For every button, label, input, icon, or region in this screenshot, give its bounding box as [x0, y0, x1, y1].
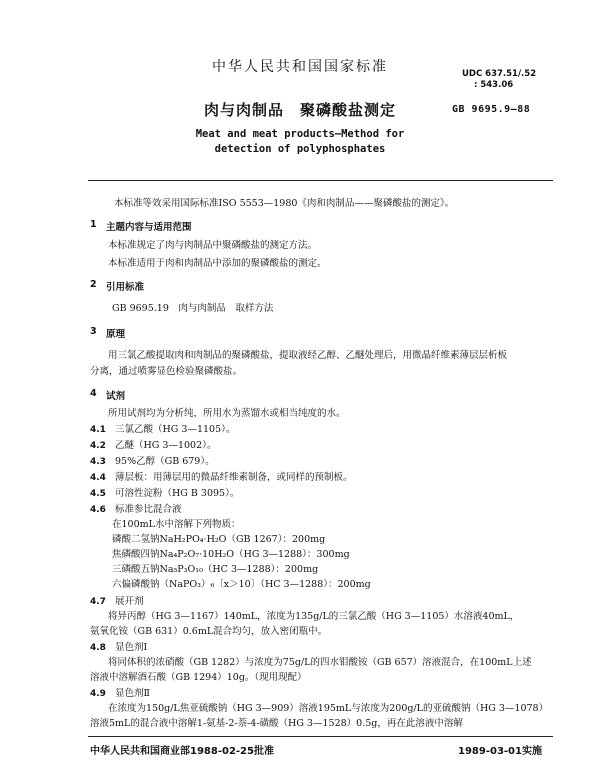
reagent-4-6-item-1: 磷酸二氢钠NaH₂PO₄·H₂O（GB 1267）：200mg [112, 534, 326, 545]
reagent-4-7-paragraph-1: 将异丙醇（HG 3—1167）140mL，浓度为135g/L的三氯乙酸（HG 3—1105）水溶液40mL， [108, 611, 520, 622]
udc-line-1: UDC 637.51/.52 [462, 69, 537, 79]
reagent-4-4-number: 4.4 [90, 473, 106, 483]
section-1-title: 主题内容与适用范围 [106, 222, 192, 233]
section-3-title: 原理 [106, 329, 126, 340]
udc-line-2: : 543.06 [474, 80, 514, 90]
reagent-4-5: 可溶性淀粉（HG B 3095）。 [115, 488, 240, 499]
section-3-number: 3 [90, 326, 97, 337]
reagent-4-9-number: 4.9 [90, 689, 106, 699]
reagent-4-9-paragraph-1: 在浓度为150g/L焦亚硫酸钠（HG 3—909）溶液195mL与浓度为200g/L的亚硫酸钠（HG 3—1078） [108, 703, 549, 714]
reagent-4-8-number: 4.8 [90, 643, 106, 653]
reagent-4-1: 三氯乙酸（HG 3—1105）。 [115, 424, 236, 435]
section-4-number: 4 [90, 388, 97, 399]
reagent-4-6-item-4: 六偏磷酸钠（NaPO₃）₆〔x＞10〕（HC 3—1288）：200mg [112, 579, 371, 590]
approval-note: 中华人民共和国商业部1988-02-25批准 [90, 746, 274, 757]
section-4-title: 试剂 [106, 391, 126, 402]
reagent-4-8-paragraph-2: 溶液中溶解酒石酸（GB 1294）10g。（现用现配） [90, 672, 307, 683]
title-english-line-1: Meat and meat products—Method for [195, 128, 405, 140]
intro-paragraph: 本标准等效采用国际标准ISO 5553—1980《肉和肉制品——聚磷酸盐的测定》。 [114, 198, 455, 209]
header-divider [88, 180, 553, 181]
section-3-paragraph-2: 分离，通过喷雾显色检验聚磷酸盐。 [90, 366, 243, 377]
reagent-4-1-number: 4.1 [90, 425, 106, 435]
section-2-title: 引用标准 [106, 282, 145, 293]
section-1-paragraph-1: 本标准规定了肉与肉制品中聚磷酸盐的测定方法。 [108, 240, 318, 251]
title-chinese: 肉与肉制品 聚磷酸盐测定 [203, 101, 396, 119]
section-1-number: 1 [90, 219, 97, 230]
reagent-4-9-paragraph-2: 溶液5mL的混合液中溶解1-氨基-2-萘-4-磺酸（HG 3—1528）0.5g，再在此溶液中溶解 [90, 718, 463, 729]
effective-date: 1989-03-01实施 [458, 746, 542, 757]
section-2-number: 2 [90, 279, 97, 290]
reagent-4-2-number: 4.2 [90, 441, 106, 451]
standard-number: GB 9695.9—88 [452, 104, 531, 115]
reagent-4-2: 乙醚（HG 3—1002）。 [115, 440, 217, 451]
section-2-paragraph-1: GB 9695.19 肉与肉制品 取样方法 [112, 303, 274, 314]
reagent-4-6: 标准参比混合液 [115, 504, 182, 515]
reagent-4-6-item-3: 三磷酸五钠Na₅P₃O₁₀（HC 3—1288）：200mg [112, 564, 319, 575]
reagent-4-3-number: 4.3 [90, 457, 106, 467]
udc-classification [462, 69, 536, 91]
reagent-4-7: 展开剂 [115, 596, 144, 607]
reagent-4-4: 薄层板：用薄层用的微晶纤维素制备，或同样的预制板。 [115, 472, 353, 483]
issuing-authority: 中华人民共和国国家标准 [212, 59, 388, 75]
reagent-4-9: 显色剂Ⅱ [115, 688, 150, 699]
reagent-4-6-item-2: 焦磷酸四钠Na₄P₂O₇·10H₂O（HG 3—1288）：300mg [112, 549, 350, 560]
reagent-4-7-paragraph-2: 氨氧化铵（GB 631）0.6mL混合均匀，放入密闭瓶中。 [90, 626, 328, 637]
title-english-line-2: detection of polyphosphates [214, 143, 386, 155]
reagent-4-3: 95%乙醇（GB 679）。 [115, 456, 215, 467]
reagent-4-6-intro: 在100mL水中溶解下列物质： [112, 519, 241, 530]
reagent-4-8: 显色剂Ⅰ [115, 642, 148, 653]
section-4-intro: 所用试剂均为分析纯，所用水为蒸馏水或相当纯度的水。 [108, 408, 346, 419]
section-3-paragraph-1: 用三氯乙酸提取肉和肉制品的聚磷酸盐，提取液经乙醇、乙醚处理后，用微晶纤维素薄层层析板 [108, 350, 508, 361]
footer-divider [88, 736, 553, 737]
reagent-4-7-number: 4.7 [90, 597, 106, 607]
section-1-paragraph-2: 本标准适用于肉和肉制品中添加的聚磷酸盐的测定。 [108, 258, 327, 269]
reagent-4-6-number: 4.6 [90, 505, 106, 515]
reagent-4-5-number: 4.5 [90, 489, 106, 499]
reagent-4-8-paragraph-1: 将同体积的浓硝酸（GB 1282）与浓度为75g/L的四水钼酸铵（GB 657）溶液混合，在100mL上述 [108, 657, 532, 668]
